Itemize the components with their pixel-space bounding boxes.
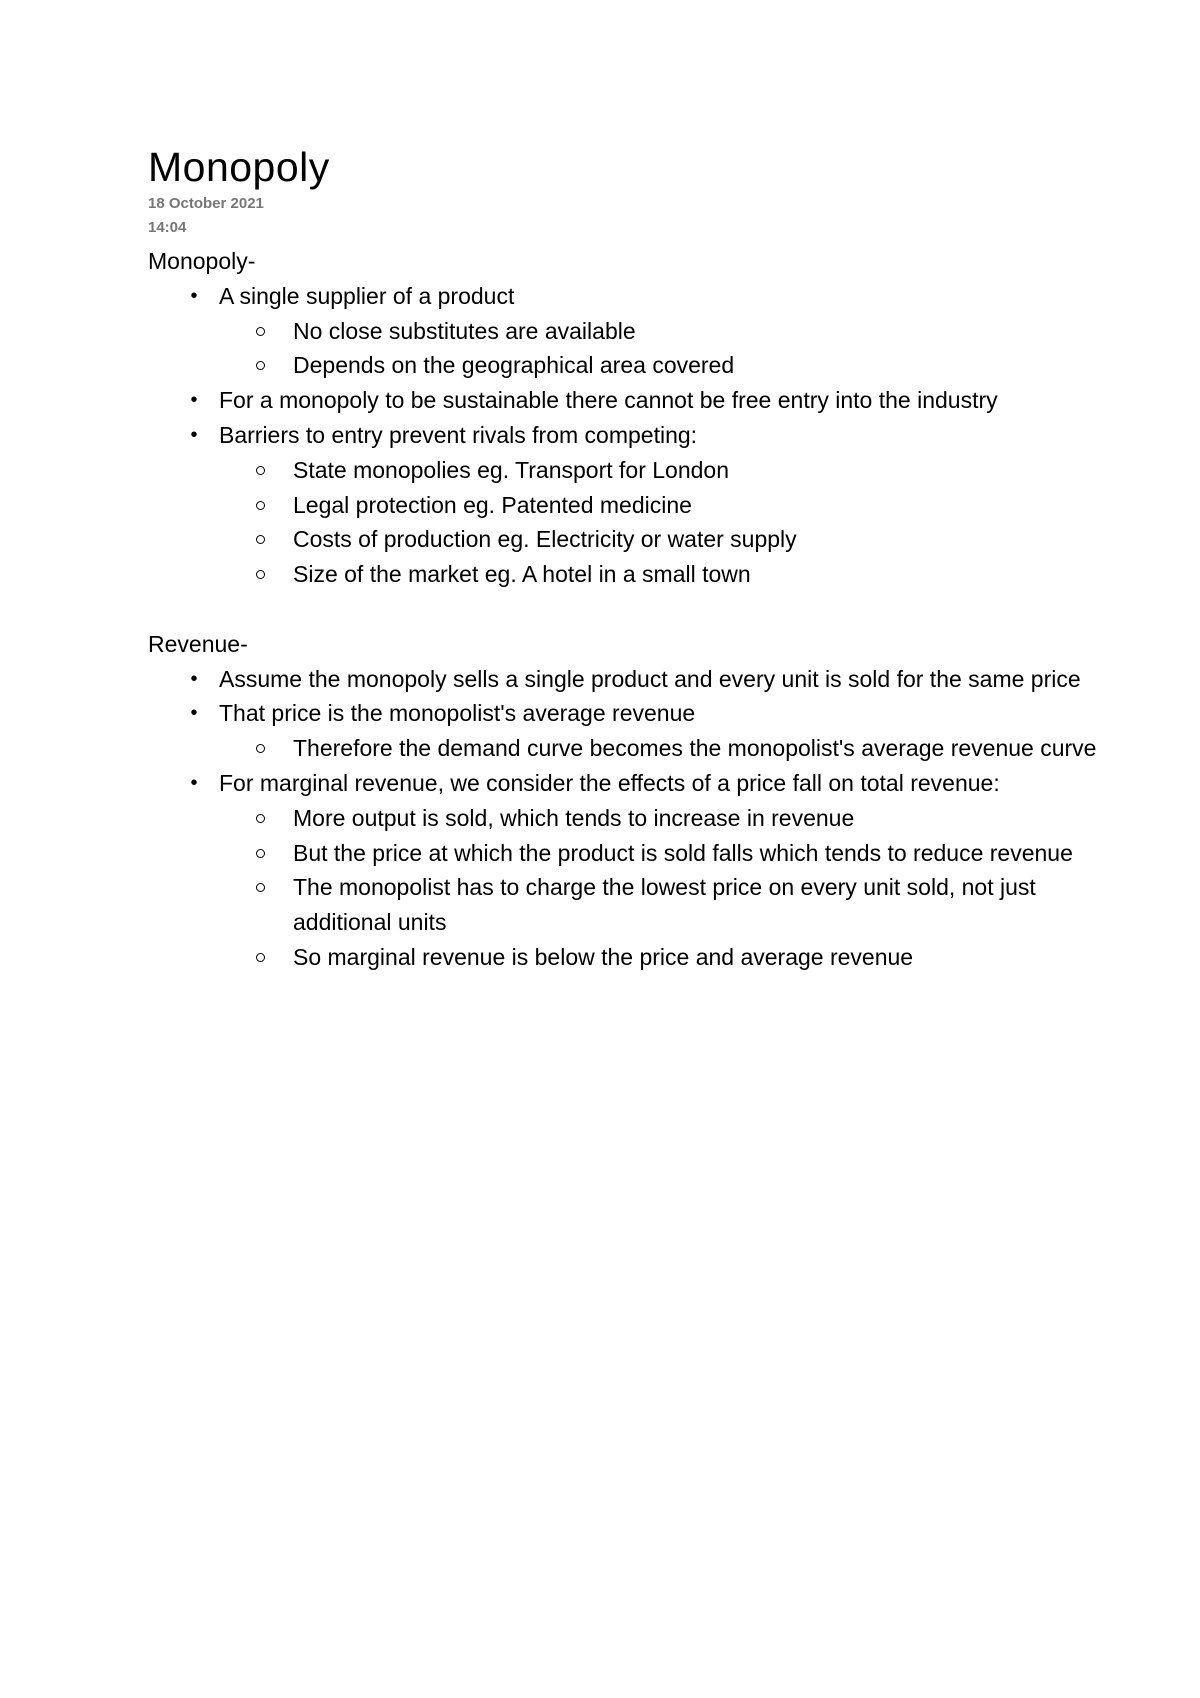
list-item (148, 418, 1139, 592)
list-item-text: Assume the monopoly sells a single product and every unit is sold for the same price (219, 665, 1081, 692)
sub-list-item-text: More output is sold, which tends to increase in revenue (293, 804, 855, 831)
note-body (148, 244, 1108, 975)
bullet-icon: • (190, 667, 198, 690)
list-item-text: A single supplier of a product (219, 282, 515, 309)
sub-list-item (148, 731, 1123, 766)
list-item (148, 662, 1139, 697)
list-item (148, 766, 1139, 975)
hollow-bullet-icon (256, 849, 265, 858)
sub-list-item-text: Costs of production eg. Electricity or water supply (293, 526, 797, 553)
hollow-bullet-icon (256, 814, 265, 823)
bullet-icon: • (190, 284, 198, 307)
sub-list-item-text: Size of the market eg. A hotel in a small town (293, 561, 751, 588)
sub-list-item-text: Depends on the geographical area covered (293, 352, 735, 379)
hollow-bullet-icon (256, 466, 265, 475)
list-item (148, 696, 1139, 766)
sub-list-item-text: But the price at which the product is sold falls which tends to reduce revenue (293, 839, 1073, 866)
sub-list-item (148, 870, 1123, 940)
sub-list-item (148, 314, 1123, 349)
sub-list-item-text: The monopolist has to charge the lowest price on every unit sold, not just additional units (293, 874, 1036, 936)
sub-list-item (148, 453, 1123, 488)
sub-list-item-text: State monopolies eg. Transport for London (293, 456, 730, 483)
page-title: Monopoly (148, 144, 330, 190)
bullet-icon: • (190, 771, 198, 794)
sub-bullet-list (148, 453, 1139, 592)
hollow-bullet-icon (256, 570, 265, 579)
list-item (148, 383, 1139, 418)
sub-list-item (148, 522, 1123, 557)
hollow-bullet-icon (256, 327, 265, 336)
sub-list-item-text: So marginal revenue is below the price and average revenue (293, 943, 914, 970)
list-item-text: Barriers to entry prevent rivals from competing: (219, 421, 698, 448)
sub-bullet-list (148, 314, 1139, 384)
sub-list-item (148, 801, 1123, 836)
bullet-icon: • (190, 389, 198, 412)
bullet-icon: • (190, 423, 198, 446)
bullet-list (148, 279, 1108, 592)
hollow-bullet-icon (256, 535, 265, 544)
list-item-text: For marginal revenue, we consider the effects of a price fall on total revenue: (219, 769, 1000, 796)
sub-list-item-text: Legal protection eg. Patented medicine (293, 491, 692, 518)
list-item (148, 279, 1139, 383)
section-heading-monopoly: Monopoly- (148, 248, 256, 274)
sub-list-item (148, 940, 1123, 975)
section-spacer (148, 592, 1108, 627)
sub-list-item-text: Therefore the demand curve becomes the monopolist's average revenue curve (293, 735, 1097, 762)
note-time: 14:04 (148, 219, 187, 236)
sub-bullet-list (148, 801, 1139, 975)
sub-list-item (148, 836, 1123, 871)
hollow-bullet-icon (256, 361, 265, 370)
hollow-bullet-icon (256, 501, 265, 510)
section-heading-revenue: Revenue- (148, 630, 248, 657)
sub-list-item (148, 557, 1123, 592)
hollow-bullet-icon (256, 953, 265, 962)
hollow-bullet-icon (256, 883, 265, 892)
list-item-text: For a monopoly to be sustainable there cannot be free entry into the industry (219, 387, 998, 414)
sub-list-item-text: No close substitutes are available (293, 317, 636, 344)
sub-list-item (148, 488, 1123, 523)
note-date: 18 October 2021 (148, 195, 264, 212)
sub-bullet-list (148, 731, 1139, 766)
sub-list-item (148, 348, 1123, 383)
bullet-list (148, 662, 1108, 975)
bullet-icon: • (190, 702, 198, 725)
list-item-text: That price is the monopolist's average revenue (219, 700, 696, 727)
hollow-bullet-icon (256, 744, 265, 753)
